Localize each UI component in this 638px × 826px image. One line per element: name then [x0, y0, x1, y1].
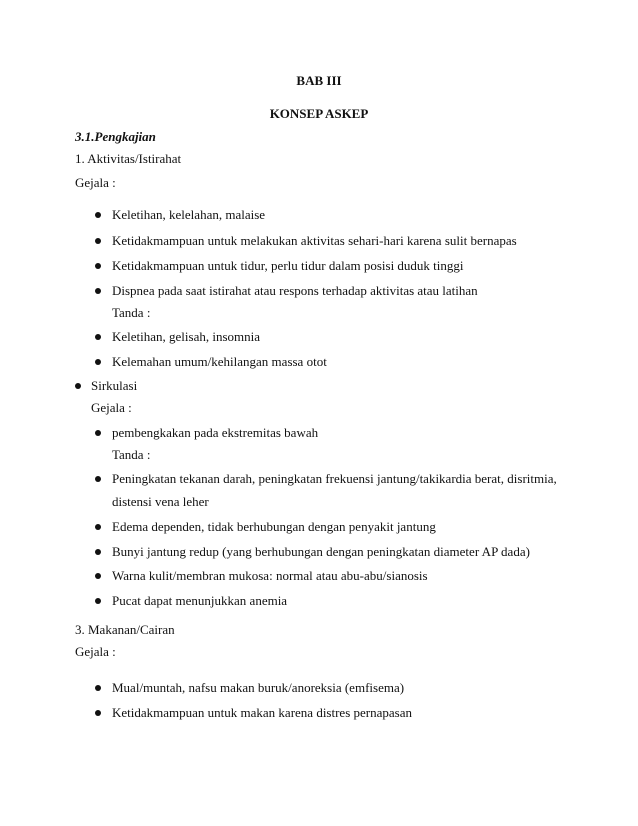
list-item: Warna kulit/membran mukosa: normal atau abu-abu/sianosis	[112, 568, 428, 583]
bullet-icon	[95, 430, 101, 436]
bullet-icon	[95, 263, 101, 269]
list-item: Peningkatan tekanan darah, peningkatan frekuensi jantung/takikardia berat, disritmia,	[112, 471, 557, 486]
bullet-icon	[95, 288, 101, 294]
list-item: Ketidakmampuan untuk makan karena distres pernapasan	[112, 705, 412, 720]
list-item: Keletihan, gelisah, insomnia	[112, 329, 261, 344]
bullet-icon	[95, 549, 101, 555]
bullet-icon	[95, 524, 101, 530]
bullet-icon	[95, 710, 101, 716]
bullet-icon	[95, 238, 101, 244]
list-item: Kelemahan umum/kehilangan massa otot	[112, 354, 327, 369]
list-item: Ketidakmampuan untuk tidur, perlu tidur dalam posisi duduk tinggi	[112, 258, 464, 273]
list-item: Dispnea pada saat istirahat atau respons terhadap aktivitas atau latihan	[112, 283, 478, 298]
subsection-title-aktivitas: 1. Aktivitas/Istirahat	[75, 151, 182, 166]
tanda-label: Tanda :	[112, 305, 151, 320]
bullet-icon	[95, 359, 101, 365]
list-item: Pucat dapat menunjukkan anemia	[112, 593, 288, 608]
bullet-icon	[75, 383, 81, 389]
gejala-label: Gejala :	[75, 644, 116, 659]
bullet-icon	[95, 685, 101, 691]
subsection-title-sirkulasi: Sirkulasi	[91, 378, 138, 393]
document-title: KONSEP ASKEP	[269, 106, 369, 121]
list-item: pembengkakan pada ekstremitas bawah	[112, 425, 319, 440]
chapter-heading: BAB III	[296, 73, 342, 88]
list-item: Edema dependen, tidak berhubungan dengan penyakit jantung	[112, 519, 436, 534]
bullet-icon	[95, 573, 101, 579]
bullet-icon	[95, 334, 101, 340]
section-heading: 3.1.Pengkajian	[75, 129, 156, 144]
bullet-icon	[95, 476, 101, 482]
gejala-label: Gejala :	[75, 175, 116, 190]
subsection-title-makanan: 3. Makanan/Cairan	[75, 622, 175, 637]
bullet-icon	[95, 598, 101, 604]
list-item: Bunyi jantung redup (yang berhubungan dengan peningkatan diameter AP dada)	[112, 544, 530, 559]
list-item: Keletihan, kelelahan, malaise	[112, 207, 266, 222]
gejala-label: Gejala :	[91, 400, 132, 415]
list-item: Mual/muntah, nafsu makan buruk/anoreksia (emfisema)	[112, 680, 405, 695]
list-item: Ketidakmampuan untuk melakukan aktivitas sehari-hari karena sulit bernapas	[112, 233, 517, 248]
bullet-icon	[95, 212, 101, 218]
tanda-label: Tanda :	[112, 447, 151, 462]
list-item-continuation: distensi vena leher	[112, 494, 209, 509]
